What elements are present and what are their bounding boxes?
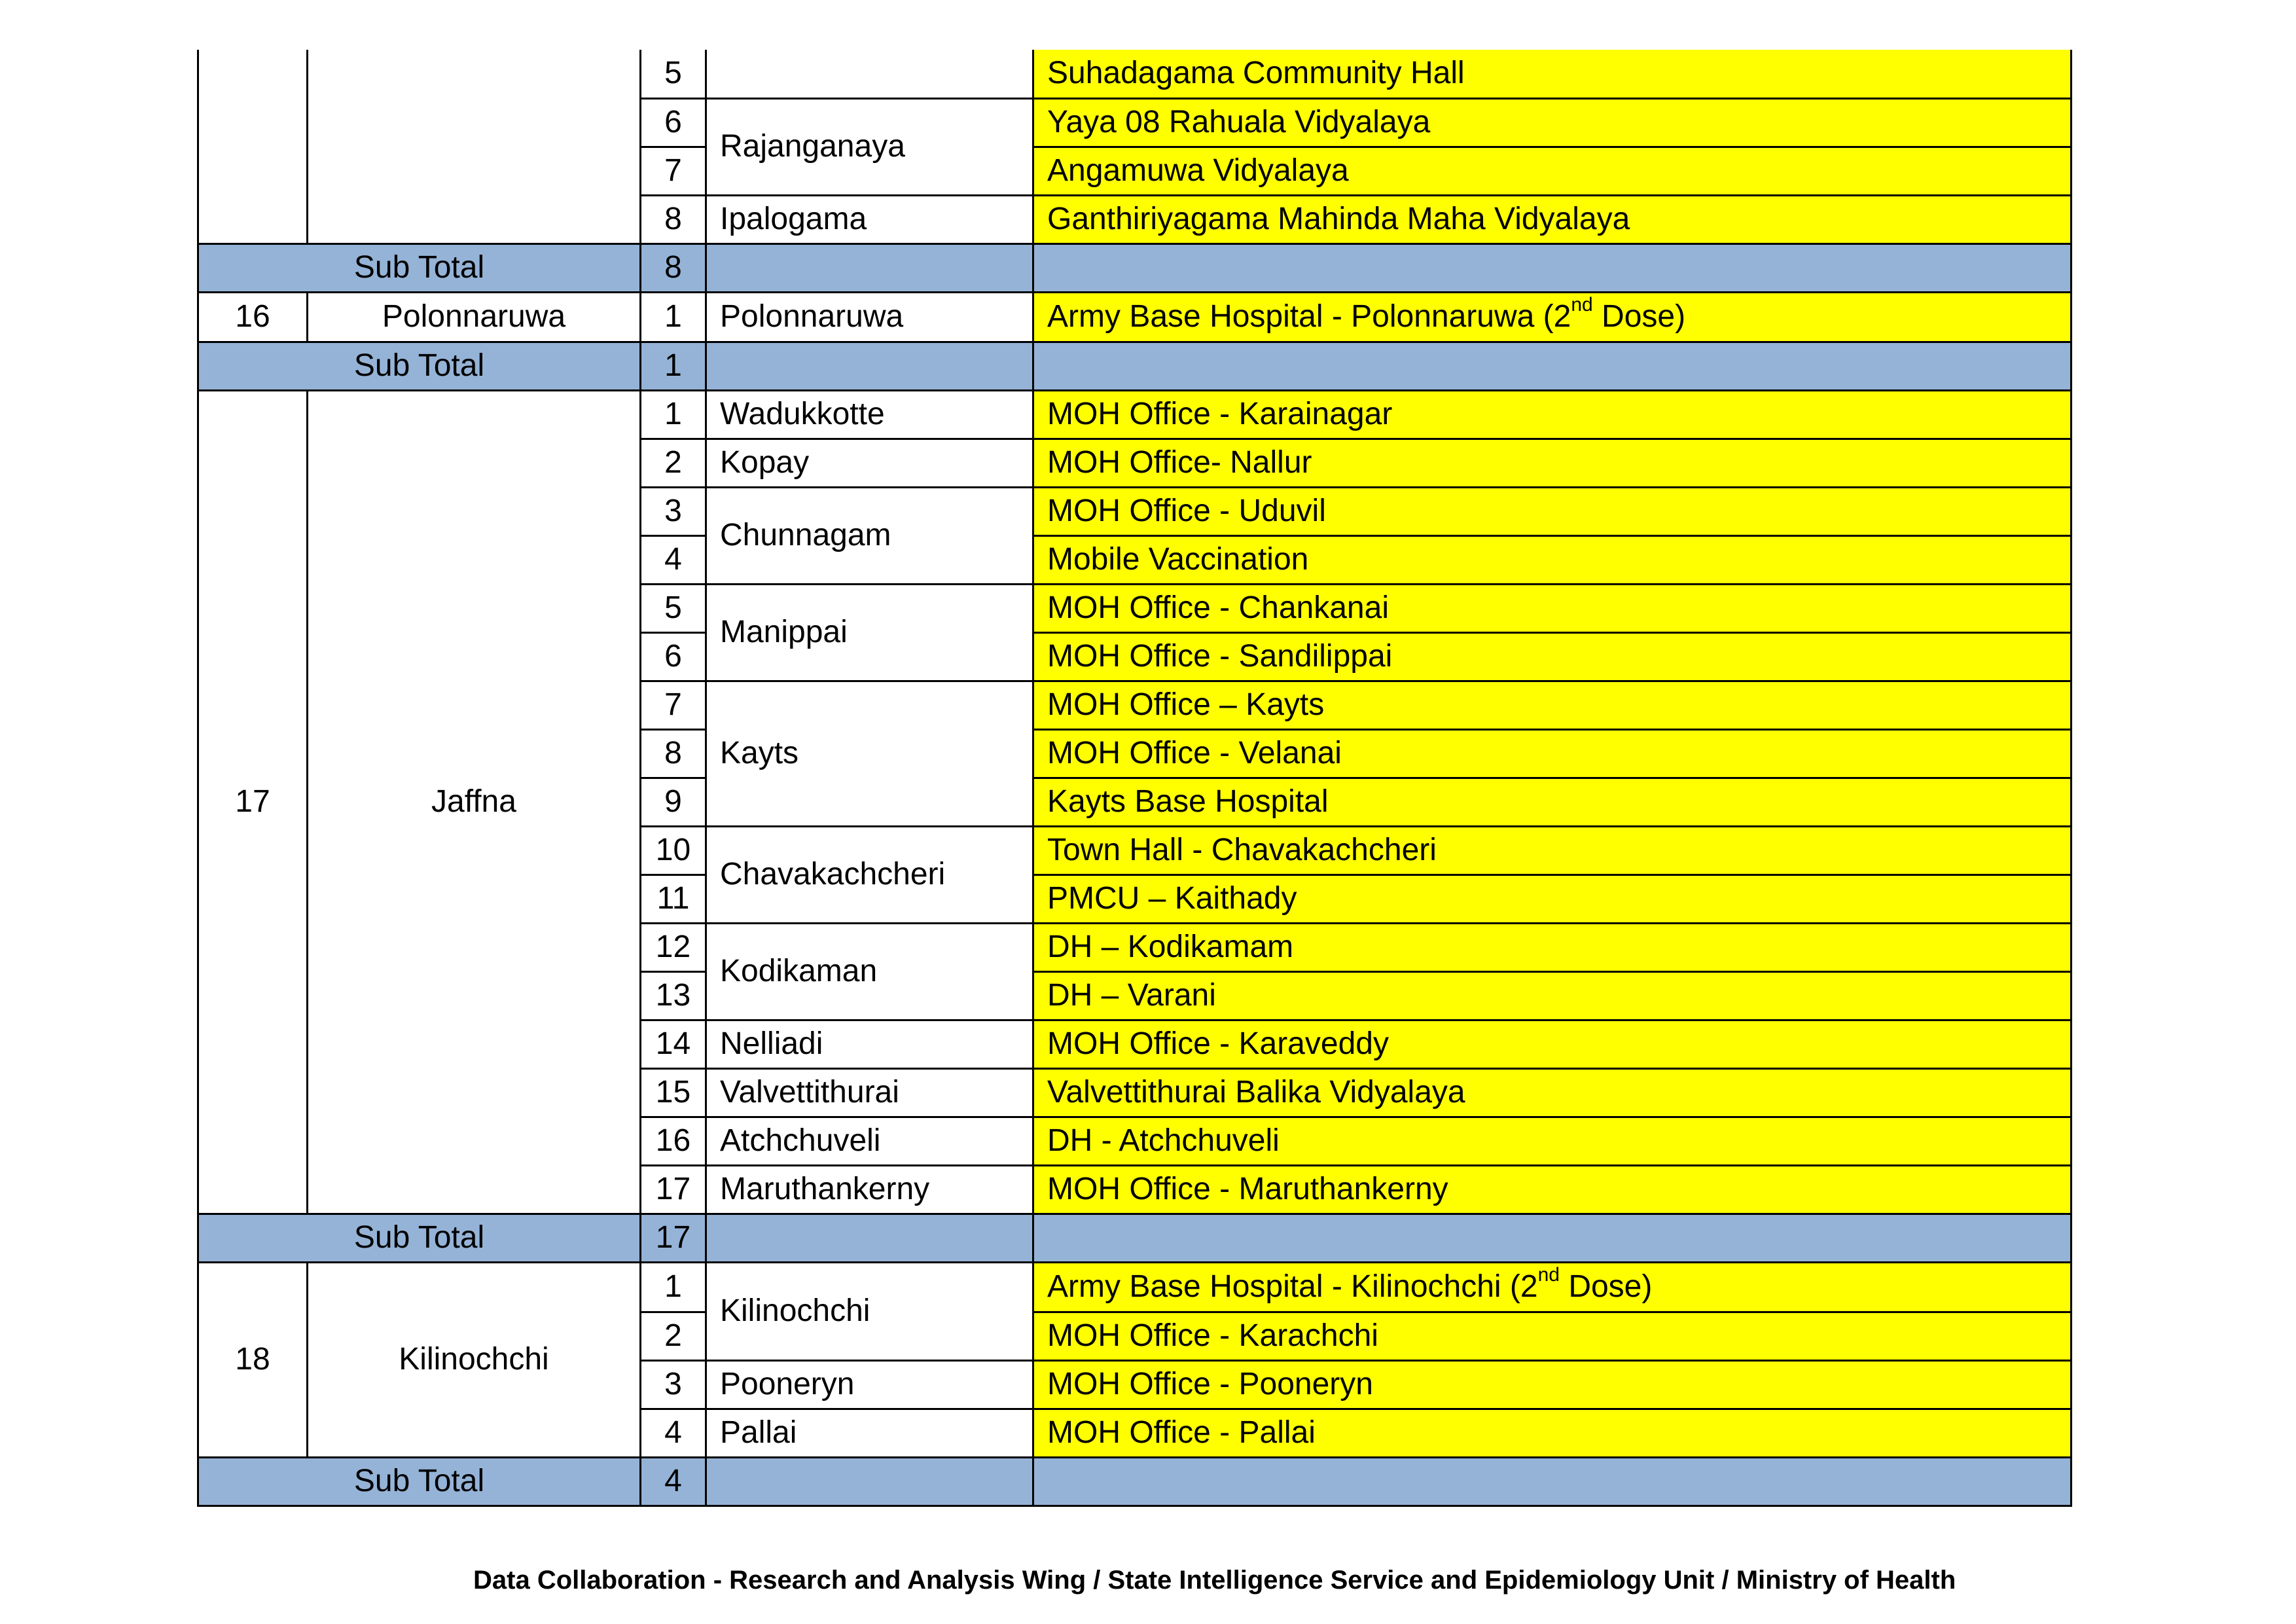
center-index-cell: 2 bbox=[641, 1312, 706, 1360]
center-name: Kayts Base Hospital bbox=[1047, 784, 1329, 819]
center-index-cell: 3 bbox=[641, 487, 706, 535]
moh-area-cell: Pallai bbox=[706, 1409, 1033, 1457]
subtotal-value: 8 bbox=[641, 244, 706, 292]
vaccination-center-cell bbox=[1033, 98, 2072, 147]
center-index-cell: 12 bbox=[641, 923, 706, 971]
table-row bbox=[198, 50, 2072, 98]
center-index-cell: 6 bbox=[641, 98, 706, 147]
center-name: MOH Office - Maruthankerny bbox=[1047, 1172, 1448, 1206]
district-number-cell bbox=[198, 50, 308, 244]
center-index-cell: 10 bbox=[641, 826, 706, 875]
moh-area-cell: Ipalogama bbox=[706, 195, 1033, 244]
center-index-cell: 7 bbox=[641, 147, 706, 195]
vaccination-center-cell bbox=[1033, 1020, 2072, 1068]
vaccination-center-cell bbox=[1033, 971, 2072, 1020]
center-index-cell: 13 bbox=[641, 971, 706, 1020]
district-name-cell: Jaffna bbox=[308, 390, 641, 1214]
vaccination-centers-table bbox=[197, 50, 2072, 1507]
vaccination-center-cell bbox=[1033, 826, 2072, 875]
center-name: MOH Office - Karainagar bbox=[1047, 397, 1393, 431]
subtotal-area-empty bbox=[706, 1457, 1033, 1506]
footer-credit: Data Collaboration - Research and Analysis Wing / State Intelligence Service and Epidemiology Unit / Ministry of Health bbox=[473, 1566, 1956, 1595]
subtotal-label: Sub Total bbox=[198, 342, 641, 390]
table-row bbox=[198, 1262, 2072, 1312]
vaccination-center-cell bbox=[1033, 535, 2072, 584]
center-name-suffix: Dose) bbox=[1592, 299, 1686, 334]
center-index-cell: 4 bbox=[641, 535, 706, 584]
center-index-cell: 15 bbox=[641, 1068, 706, 1117]
center-name: DH – Kodikamam bbox=[1047, 929, 1294, 964]
subtotal-area-empty bbox=[706, 244, 1033, 292]
vaccination-center-cell bbox=[1033, 1360, 2072, 1409]
subtotal-label: Sub Total bbox=[198, 244, 641, 292]
district-name-cell: Polonnaruwa bbox=[308, 292, 641, 342]
center-name: Army Base Hospital - Polonnaruwa (2 bbox=[1047, 299, 1571, 334]
center-index-cell: 1 bbox=[641, 1262, 706, 1312]
moh-area-cell: Wadukkotte bbox=[706, 390, 1033, 439]
center-name: Yaya 08 Rahuala Vidyalaya bbox=[1047, 105, 1431, 139]
center-name: DH – Varani bbox=[1047, 978, 1216, 1013]
center-index-cell: 5 bbox=[641, 50, 706, 98]
center-index-cell: 6 bbox=[641, 632, 706, 681]
center-name: DH - Atchchuveli bbox=[1047, 1123, 1280, 1158]
district-number-cell: 17 bbox=[198, 390, 308, 1214]
center-index-cell: 9 bbox=[641, 778, 706, 826]
vaccination-center-cell bbox=[1033, 923, 2072, 971]
moh-area-cell: Kayts bbox=[706, 681, 1033, 826]
center-index-cell: 7 bbox=[641, 681, 706, 729]
center-name-superscript: nd bbox=[1537, 1264, 1560, 1286]
moh-area-cell: Rajanganaya bbox=[706, 98, 1033, 195]
district-number-cell: 18 bbox=[198, 1262, 308, 1457]
center-index-cell: 16 bbox=[641, 1117, 706, 1165]
subtotal-area-empty bbox=[706, 1214, 1033, 1262]
moh-area-cell: Atchchuveli bbox=[706, 1117, 1033, 1165]
moh-area-cell: Valvettithurai bbox=[706, 1068, 1033, 1117]
district-name-cell bbox=[308, 50, 641, 244]
vaccination-center-cell bbox=[1033, 439, 2072, 487]
moh-area-cell: Manippai bbox=[706, 584, 1033, 681]
center-name: MOH Office - Chankanai bbox=[1047, 590, 1389, 625]
center-name: MOH Office - Velanai bbox=[1047, 736, 1342, 770]
vaccination-center-cell bbox=[1033, 147, 2072, 195]
center-name: MOH Office - Sandilippai bbox=[1047, 639, 1393, 674]
center-index-cell: 17 bbox=[641, 1165, 706, 1214]
table-row bbox=[198, 292, 2072, 342]
moh-area-cell: Polonnaruwa bbox=[706, 292, 1033, 342]
moh-area-cell: Maruthankerny bbox=[706, 1165, 1033, 1214]
vaccination-center-cell bbox=[1033, 584, 2072, 632]
center-name: MOH Office - Karaveddy bbox=[1047, 1026, 1389, 1061]
moh-area-cell: Nelliadi bbox=[706, 1020, 1033, 1068]
vaccination-center-cell bbox=[1033, 875, 2072, 923]
center-name: MOH Office – Kayts bbox=[1047, 687, 1325, 722]
vaccination-center-cell bbox=[1033, 729, 2072, 778]
moh-area-cell bbox=[706, 50, 1033, 98]
center-name: Ganthiriyagama Mahinda Maha Vidyalaya bbox=[1047, 202, 1630, 236]
vaccination-center-cell bbox=[1033, 390, 2072, 439]
moh-area-cell: Kodikaman bbox=[706, 923, 1033, 1020]
subtotal-center-empty bbox=[1033, 1214, 2072, 1262]
center-index-cell: 8 bbox=[641, 729, 706, 778]
subtotal-row bbox=[198, 1214, 2072, 1262]
center-name: Army Base Hospital - Kilinochchi (2 bbox=[1047, 1269, 1538, 1304]
subtotal-center-empty bbox=[1033, 1457, 2072, 1506]
table-row bbox=[198, 390, 2072, 439]
vaccination-center-cell bbox=[1033, 292, 2072, 342]
center-index-cell: 8 bbox=[641, 195, 706, 244]
subtotal-row bbox=[198, 1457, 2072, 1506]
center-index-cell: 1 bbox=[641, 390, 706, 439]
center-index-cell: 3 bbox=[641, 1360, 706, 1409]
vaccination-center-cell bbox=[1033, 778, 2072, 826]
center-name: Suhadagama Community Hall bbox=[1047, 56, 1465, 91]
table-body bbox=[198, 50, 2072, 1506]
subtotal-center-empty bbox=[1033, 244, 2072, 292]
center-name: Mobile Vaccination bbox=[1047, 542, 1309, 577]
vaccination-center-cell bbox=[1033, 1068, 2072, 1117]
district-name-cell: Kilinochchi bbox=[308, 1262, 641, 1457]
vaccination-center-cell bbox=[1033, 1262, 2072, 1312]
center-name: Valvettithurai Balika Vidyalaya bbox=[1047, 1075, 1465, 1110]
center-index-cell: 1 bbox=[641, 292, 706, 342]
vaccination-center-cell bbox=[1033, 1165, 2072, 1214]
subtotal-value: 17 bbox=[641, 1214, 706, 1262]
subtotal-row bbox=[198, 244, 2072, 292]
subtotal-value: 1 bbox=[641, 342, 706, 390]
moh-area-cell: Kopay bbox=[706, 439, 1033, 487]
moh-area-cell: Chunnagam bbox=[706, 487, 1033, 584]
center-index-cell: 4 bbox=[641, 1409, 706, 1457]
moh-area-cell: Pooneryn bbox=[706, 1360, 1033, 1409]
moh-area-cell: Kilinochchi bbox=[706, 1262, 1033, 1360]
vaccination-center-cell bbox=[1033, 1409, 2072, 1457]
subtotal-value: 4 bbox=[641, 1457, 706, 1506]
subtotal-area-empty bbox=[706, 342, 1033, 390]
center-index-cell: 11 bbox=[641, 875, 706, 923]
center-index-cell: 14 bbox=[641, 1020, 706, 1068]
subtotal-row bbox=[198, 342, 2072, 390]
moh-area-cell: Chavakachcheri bbox=[706, 826, 1033, 923]
vaccination-center-cell bbox=[1033, 632, 2072, 681]
vaccination-center-cell bbox=[1033, 1117, 2072, 1165]
district-number-cell: 16 bbox=[198, 292, 308, 342]
vaccination-center-cell bbox=[1033, 195, 2072, 244]
vaccination-center-cell bbox=[1033, 1312, 2072, 1360]
center-name: MOH Office- Nallur bbox=[1047, 445, 1312, 480]
center-index-cell: 2 bbox=[641, 439, 706, 487]
vaccination-center-cell bbox=[1033, 487, 2072, 535]
subtotal-label: Sub Total bbox=[198, 1457, 641, 1506]
center-name-superscript: nd bbox=[1571, 294, 1593, 316]
vaccination-center-cell bbox=[1033, 681, 2072, 729]
center-name: MOH Office - Karachchi bbox=[1047, 1318, 1378, 1353]
center-name: Town Hall - Chavakachcheri bbox=[1047, 833, 1437, 867]
subtotal-center-empty bbox=[1033, 342, 2072, 390]
vaccination-center-cell bbox=[1033, 50, 2072, 98]
center-name: MOH Office - Pallai bbox=[1047, 1415, 1316, 1450]
center-name: MOH Office - Pooneryn bbox=[1047, 1367, 1373, 1401]
subtotal-label: Sub Total bbox=[198, 1214, 641, 1262]
center-name: PMCU – Kaithady bbox=[1047, 881, 1297, 916]
center-name: Angamuwa Vidyalaya bbox=[1047, 153, 1349, 188]
center-name: MOH Office - Uduvil bbox=[1047, 494, 1326, 528]
center-index-cell: 5 bbox=[641, 584, 706, 632]
center-name-suffix: Dose) bbox=[1559, 1269, 1653, 1304]
